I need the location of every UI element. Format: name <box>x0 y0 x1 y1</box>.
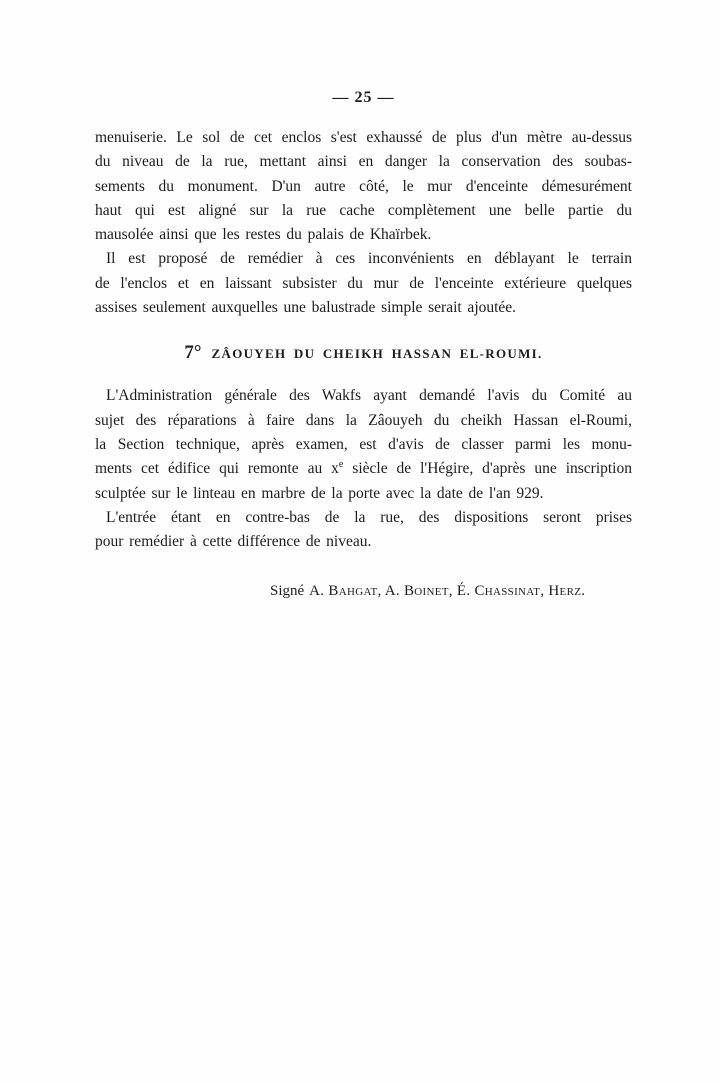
signature-prefix: Signé <box>270 583 305 600</box>
text-line: haut qui est aligné sur la rue cache complètement une belle partie du <box>95 201 632 219</box>
text-line: la Section technique, après examen, est d'avis de classer parmi les monu- <box>95 435 632 453</box>
signature-line <box>95 581 632 601</box>
text-line-with-superscript <box>95 457 632 481</box>
text-column <box>95 88 632 601</box>
section-heading-zaouyeh <box>95 340 632 367</box>
text-line: pour remédier à cette différence de niveau. <box>95 533 372 551</box>
page-number: — 25 — <box>332 89 395 106</box>
section-title: ZÂOUYEH DU CHEIKH HASSAN EL-ROUMI. <box>211 346 543 362</box>
text-line: L'Administration générale des Wakfs ayant demandé l'avis du Comité au <box>106 387 632 405</box>
paragraph-entree <box>95 506 632 555</box>
text-line: menuiserie. Le sol de cet enclos s'est exhaussé de plus d'un mètre au-dessus <box>95 129 632 146</box>
text-line: du niveau de la rue, mettant ainsi en danger la conservation des soubas- <box>95 153 632 171</box>
text-line: sements du monument. D'un autre côté, le mur d'enceinte démesurément <box>95 177 632 195</box>
text-line: mausolée ainsi que les restes du palais de Khaïrbek. <box>95 226 432 244</box>
text-line: L'entrée étant en contre-bas de la rue, des dispositions seront prises <box>106 508 632 526</box>
paragraph-proposition <box>95 247 632 320</box>
paragraph-administration <box>95 384 632 505</box>
text-line: de l'enclos et en laissant subsister du mur de l'enceinte extérieure quelques <box>95 274 632 292</box>
text-segment: siècle de l'Hégire, d'après une inscription <box>343 460 632 478</box>
section-number: 7° <box>184 342 202 364</box>
text-line: assises seulement auxquelles une balustrade simple serait ajoutée. <box>95 299 517 317</box>
text-line: Il est proposé de remédier à ces inconvénients en déblayant le terrain <box>106 250 632 268</box>
signature-names: A. Bahgat, A. Boinet, É. Chassinat, Herz. <box>309 583 586 600</box>
text-line: sujet des réparations à faire dans la Zâouyeh du cheikh Hassan el-Roumi, <box>95 411 632 429</box>
superscript-e: e <box>338 459 344 471</box>
text-line: sculptée sur le linteau en marbre de la porte avec la date de l'an 929. <box>95 484 544 502</box>
text-segment: ments cet édifice qui remonte au x <box>95 460 339 478</box>
paragraph-menuiserie <box>95 126 632 247</box>
